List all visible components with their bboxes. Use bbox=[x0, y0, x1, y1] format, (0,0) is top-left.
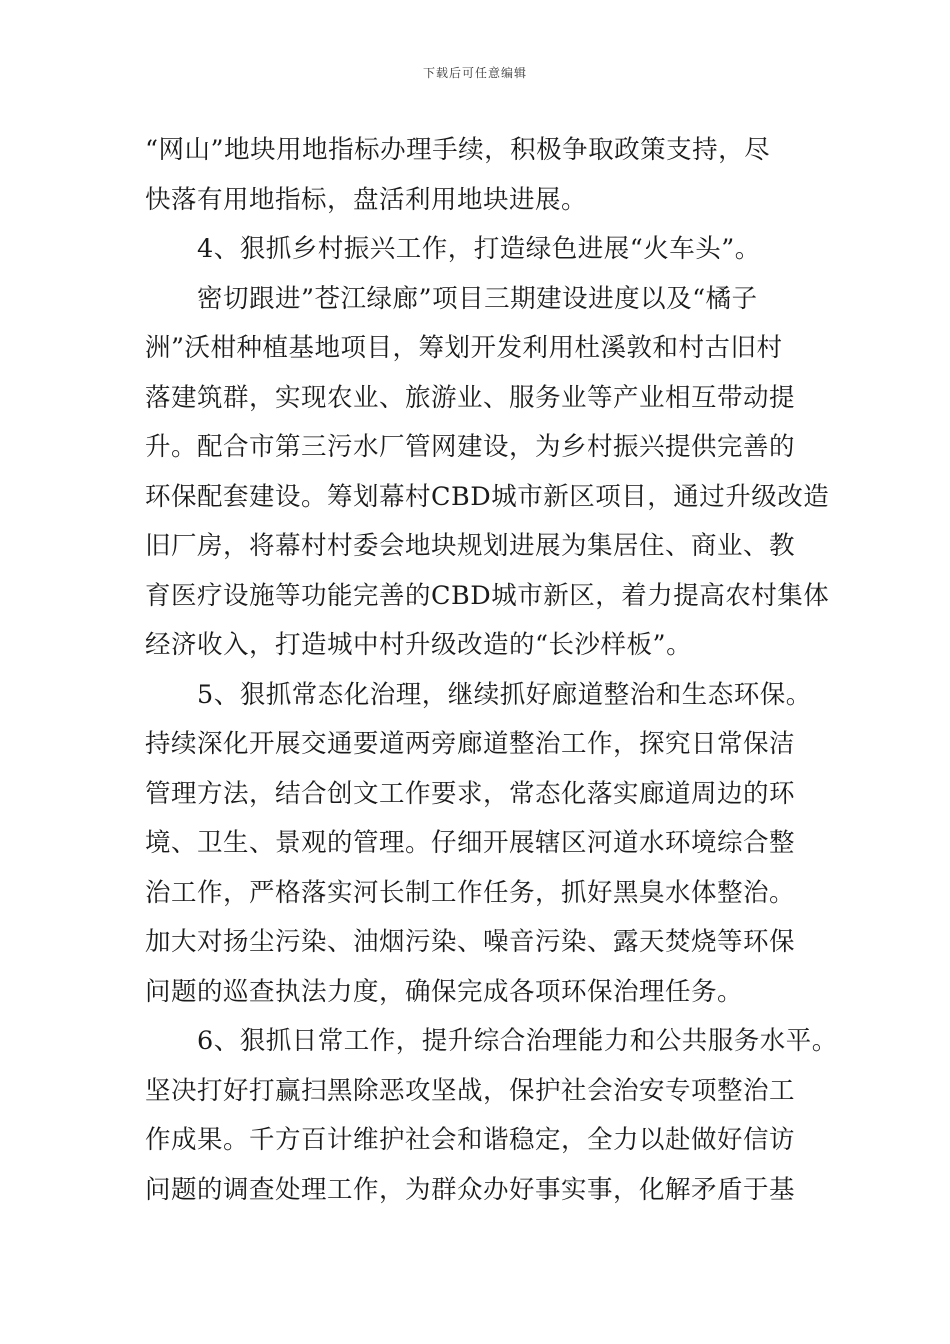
text-line: 落建筑群，实现农业、旅游业、服务业等产业相互带动提 bbox=[145, 382, 796, 413]
text-line: 作成果。千方百计维护社会和谐稳定，全力以赴做好信访 bbox=[145, 1125, 796, 1155]
text-line: 育医疗设施等功能完善的CBD城市新区，着力提高农村集体 bbox=[145, 580, 830, 611]
text-line: 旧厂房，将幕村村委会地块规划进展为集居住、商业、教 bbox=[145, 531, 796, 561]
section-heading-5: 5、狠抓常态化治理，继续抓好廊道整治和生态环保。 bbox=[197, 679, 812, 710]
text-line: 坚决打好打赢扫黑除恶攻坚战，保护社会治安专项整治工 bbox=[145, 1075, 796, 1106]
text-line: 密切跟进”苍江绿廊”项目三期建设进度以及“橘子 bbox=[197, 283, 758, 314]
section-heading-4: 4、狠抓乡村振兴工作，打造绿色进展“火车头”。 bbox=[197, 234, 761, 264]
section-heading-6: 6、狠抓日常工作，提升综合治理能力和公共服务水平。 bbox=[197, 1026, 838, 1056]
document-body bbox=[145, 126, 845, 1215]
text-line: “网山”地块用地指标办理手续，积极争取政策支持，尽 bbox=[145, 135, 771, 165]
text-line: 管理方法，结合创文工作要求，常态化落实廊道周边的环 bbox=[145, 778, 796, 809]
text-line: 洲”沃柑种植基地项目，筹划开发利用杜溪敦和村古旧村 bbox=[145, 333, 783, 363]
text-line: 经济收入，打造城中村升级改造的“长沙样板”。 bbox=[145, 630, 693, 660]
text-line: 持续深化开展交通要道两旁廊道整治工作，探究日常保洁 bbox=[145, 729, 796, 759]
text-line: 快落有用地指标，盘活利用地块进展。 bbox=[145, 184, 588, 215]
page-header: 下载后可任意编辑 bbox=[422, 66, 527, 80]
text-line: 治工作，严格落实河长制工作任务，抓好黑臭水体整治。 bbox=[145, 877, 796, 908]
text-line: 问题的巡查执法力度，确保完成各项环保治理任务。 bbox=[145, 976, 744, 1007]
text-line: 升。配合市第三污水厂管网建设，为乡村振兴提供完善的 bbox=[145, 432, 796, 462]
text-line: 问题的调查处理工作，为群众办好事实事，化解矛盾于基 bbox=[145, 1174, 796, 1205]
text-line: 环保配套建设。筹划幕村CBD城市新区项目，通过升级改造 bbox=[145, 481, 830, 512]
text-line: 境、卫生、景观的管理。仔细开展辖区河道水环境综合整 bbox=[145, 828, 796, 858]
text-line: 加大对扬尘污染、油烟污染、噪音污染、露天焚烧等环保 bbox=[145, 927, 796, 957]
